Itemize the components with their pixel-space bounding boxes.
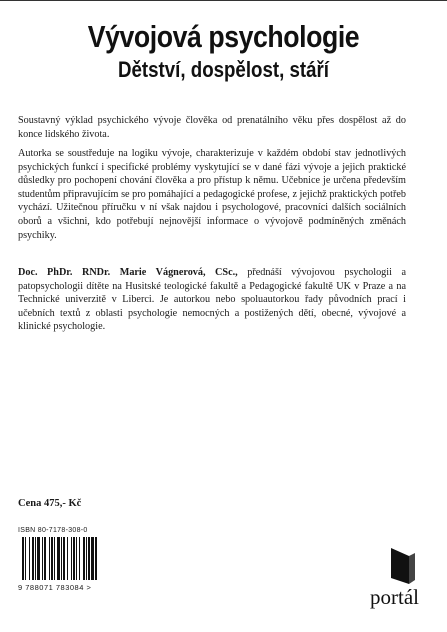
price-label: Cena 475,- Kč xyxy=(18,498,82,509)
isbn-label: ISBN 80-7178-308-0 xyxy=(18,527,88,534)
book-title: Vývojová psychologie xyxy=(87,19,360,54)
blurb-paragraph-1: Soustavný výklad psychického vývoje člověka od prenatálního věku přes dospělost až do konce lidského života. xyxy=(18,115,406,140)
author-bio-text: přednáší vývojovou psychologii a patopsychologii dítěte na Husitské teologické fakultě a Pedagogické fakultě UK v Praze a na Technické univerzitě v Liberci. Je autorkou nebo spoluautorkou řady původních prací i učebních textů z oblasti psychologie nemocných a postižených dětí, obecné, vývojové a klinické psychologie. xyxy=(18,267,406,333)
barcode-icon xyxy=(22,537,120,580)
publisher-logo-text: portál xyxy=(370,585,419,609)
barcode-digits: 9 788071 783084 > xyxy=(18,583,92,592)
book-subtitle: Dětství, dospělost, stáří xyxy=(118,57,329,82)
author-name: Doc. PhDr. RNDr. Marie Vágnerová, CSc., xyxy=(18,267,238,278)
blurb-paragraph-2: Autorka se soustředuje na logiku vývoje, charakterizuje v každém období stav jednotlivých psychických funkcí i specifické problémy vyskytující se v dané fázi vývoje a jejich praktické důsledky pro pochopení chování člověka a pro přístup k němu. Učebnice je určena především studentům připravujícím se pro pomáhající a pedagogické profese, z jejichž praktických potřeb vychází. Užitečnou příručku v ní však najdou i psychologové, pracovníci dalších sociálních oborů a všichni, kdo potřebují nejnovější informace o vývojově podmíněných změnách psychiky. xyxy=(18,148,406,241)
author-bio xyxy=(18,266,406,334)
